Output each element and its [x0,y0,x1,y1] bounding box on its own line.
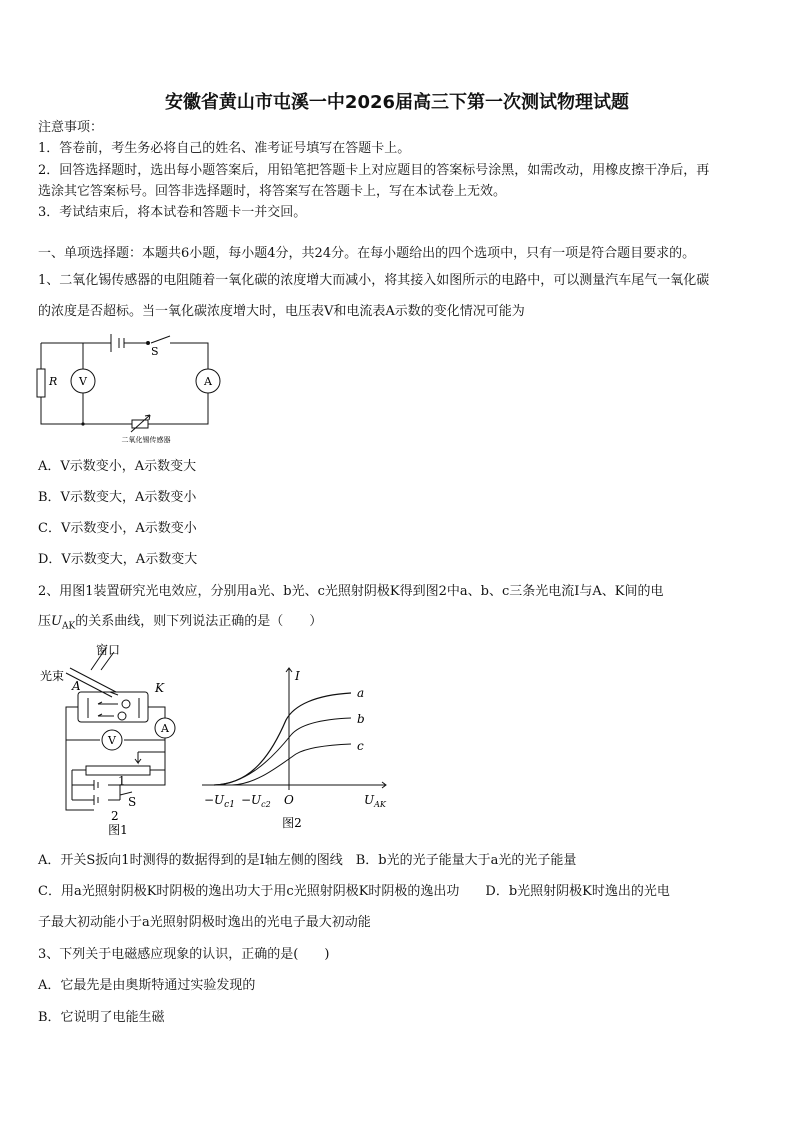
q2-line2-post: 的关系曲线，则下列说法正确的是（ ） [75,614,323,629]
q1-stem-line2: 的浓度是否超标。当一氧化碳浓度增大时，电压表V和电流表A示数的变化情况可能为 [38,304,525,319]
q2-figure1-apparatus [36,640,186,840]
q1-option-c: C．V示数变小，A示数变小 [38,521,197,536]
notice-item-2: 2．回答选择题时，选出每小题答案后，用铅笔把答题卡上对应题目的答案标号涂黑，如需改动，用橡皮擦干净后，再 [38,163,710,178]
origin-label: O [284,793,294,807]
exam-title: 安徽省黄山市屯溪一中2026届高三下第一次测试物理试题 [164,92,630,113]
q1-stem-line1: 1、二氧化锡传感器的电阻随着一氧化碳的浓度增大而减小，将其接入如图所示的电路中，可以测量汽车尾气一氧化碳 [38,273,710,288]
curve-c-label: c [357,739,364,753]
q3-option-a: A．它最先是由奥斯特通过实验发现的 [38,978,256,993]
q1-option-a: A．V示数变小，A示数变大 [38,459,197,474]
fig2-caption: 图2 [282,816,302,830]
fig1-ammeter-label: A [161,722,169,735]
y-axis-label: I [295,669,300,683]
notice-item-3: 3．考试结束后，将本试卷和答题卡一并交回。 [38,205,307,220]
beam-label: 光束 [40,669,65,683]
curve-a-label: a [357,686,365,700]
notice-item-2-cont: 选涂其它答案标号。回答非选择题时，将答案写在答题卡上，写在本试卷上无效。 [38,184,507,199]
q1-circuit-diagram [36,330,236,450]
q2-uak-sub: AK [61,621,76,632]
curve-c [232,744,351,785]
curve-b-label: b [357,712,365,726]
section-heading: 一、单项选择题：本题共6小题，每小题4分，共24分。在每小题给出的四个选项中，只有一项是符合题目要求的。 [38,246,696,261]
q3-stem: 3、下列关于电磁感应现象的认识，正确的是( ) [38,947,330,962]
q2-stem-line1: 2、用图1装置研究光电效应，分别用a光、b光、c光照射阴极K得到图2中a、b、c三条光电流I与A、K间的电 [38,584,664,599]
anode-a-label: A [72,679,81,693]
q1-option-b: B．V示数变大，A示数变小 [38,490,197,505]
fig1-voltmeter-label: V [108,734,116,747]
notice-heading: 注意事项： [38,120,104,135]
q2-line2-pre: 压 [38,614,52,629]
notice-item-1: 1．答卷前，考生务必将自己的姓名、准考证号填写在答题卡上。 [38,141,411,156]
switch-pos2-label: 2 [111,809,119,823]
voltmeter-label: V [79,375,87,388]
sensor-label: 二氧化锡传感器 [121,436,171,444]
q2-option-cd: C．用a光照射阴极K时阴极的逸出功大于用c光照射阴极K时阴极的逸出功 D．b光照射阴极K时逸出的光电 [38,884,670,899]
fig1-switch-label: S [128,795,137,809]
resistor-r-label: R [49,375,58,388]
q2-figure2-iu-graph [196,660,396,840]
curve-a [214,693,351,785]
window-label: 窗口 [96,643,121,657]
q2-stem-line2 [38,614,322,635]
uc2-label: $-U_{c2}$ [241,793,271,809]
fig1-caption: 图1 [108,823,128,837]
q2-option-d-cont: 子最大初动能小于a光照射阴极时逸出的光电子最大初动能 [38,915,371,930]
q3-option-b: B．它说明了电能生磁 [38,1010,165,1025]
q2-uak-var: U [51,614,62,629]
switch-pos1-label: 1 [118,774,126,788]
q1-option-d: D．V示数变大，A示数变大 [38,552,198,567]
ammeter-label: A [204,375,212,388]
cathode-k-label: K [155,681,164,695]
q2-option-ab: A．开关S扳向1时测得的数据得到的是I轴左侧的图线 B．b光的光子能量大于a光的光子能量 [38,853,577,868]
x-axis-label: $U_{AK}$ [364,793,386,809]
switch-s-label: S [151,345,159,358]
uc1-label: $-U_{c1}$ [204,793,235,810]
